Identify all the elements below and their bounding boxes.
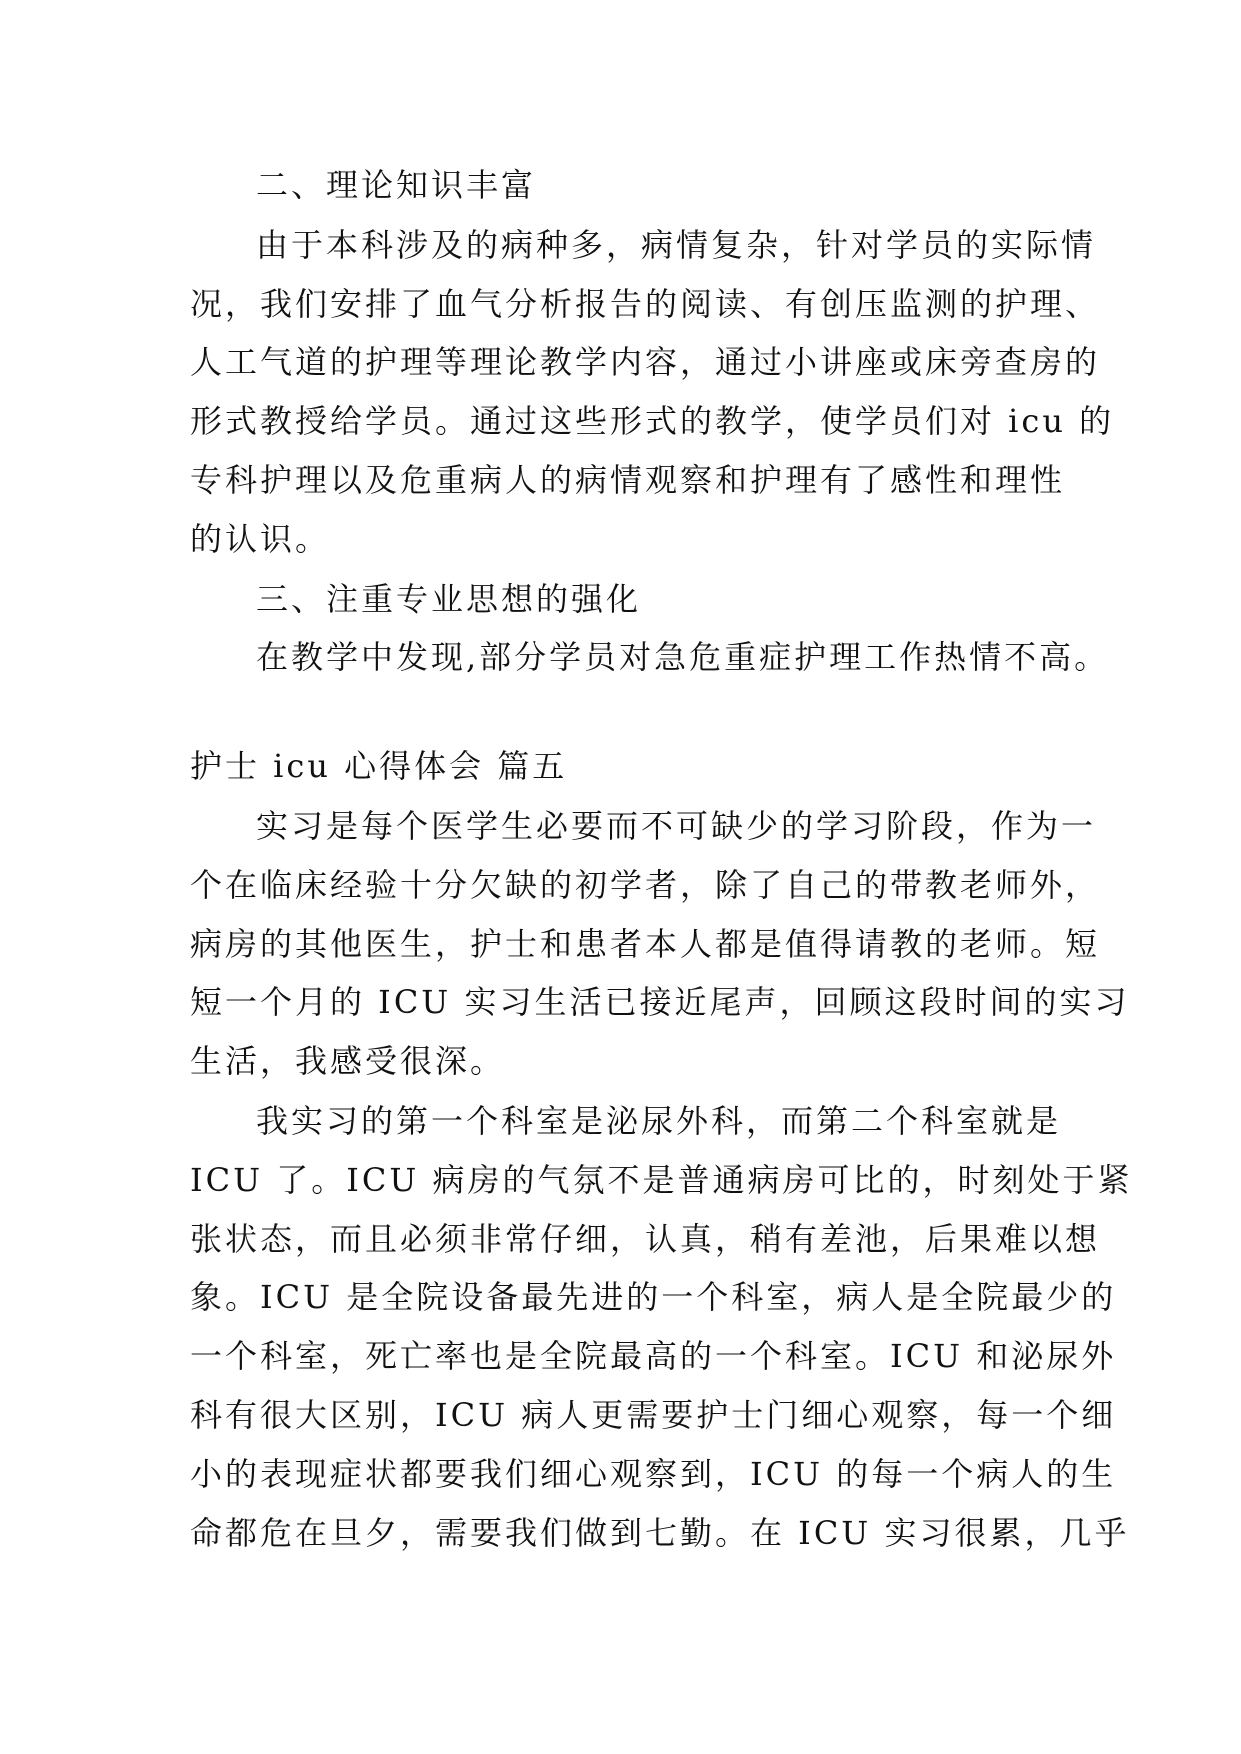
paragraph-line: 张状态，而且必须非常仔细，认真，稍有差池，后果难以想 (190, 1220, 1101, 1258)
paragraph-line: 的认识。 (190, 520, 331, 558)
paragraph-line: 短一个月的 ICU 实习生活已接近尾声，回顾这段时间的实习 (190, 983, 1130, 1021)
paragraph-line: 我实习的第一个科室是泌尿外科，而第二个科室就是 (256, 1102, 1062, 1140)
paragraph-line: 命都危在旦夕，需要我们做到七勤。在 ICU 实习很累，几乎 (190, 1514, 1130, 1552)
paragraph-line: 在教学中发现,部分学员对急危重症护理工作热情不高。 (256, 638, 1110, 676)
paragraph-line: 小的表现症状都要我们细心观察到，ICU 的每一个病人的生 (190, 1455, 1117, 1493)
paragraph-line: 况，我们安排了血气分析报告的阅读、有创压监测的护理、 (190, 285, 1101, 323)
paragraph-line: 由于本科涉及的病种多，病情复杂，针对学员的实际情 (256, 226, 1097, 264)
section-heading-2: 二、理论知识丰富 (256, 166, 537, 204)
paragraph-line: 个在临床经验十分欠缺的初学者，除了自己的带教老师外， (190, 866, 1101, 904)
paragraph-line: 病房的其他医生，护士和患者本人都是值得请教的老师。短 (190, 925, 1101, 963)
paragraph-line: 象。ICU 是全院设备最先进的一个科室，病人是全院最少的 (190, 1278, 1117, 1316)
section-heading-3: 三、注重专业思想的强化 (256, 580, 642, 618)
paragraph-line: 一个科室，死亡率也是全院最高的一个科室。ICU 和泌尿外 (190, 1337, 1117, 1375)
paragraph-line: 人工气道的护理等理论教学内容，通过小讲座或床旁查房的 (190, 343, 1101, 381)
paragraph-line: 实习是每个医学生必要而不可缺少的学习阶段，作为一 (256, 807, 1097, 845)
article-title: 护士 icu 心得体会 篇五 (190, 747, 568, 785)
paragraph-line: ICU 了。ICU 病房的气氛不是普通病房可比的，时刻处于紧 (190, 1161, 1133, 1199)
paragraph-line: 生活，我感受很深。 (190, 1042, 506, 1080)
paragraph-line: 专科护理以及危重病人的病情观察和护理有了感性和理性 (190, 461, 1066, 499)
paragraph-line: 形式教授给学员。通过这些形式的教学，使学员们对 icu 的 (190, 402, 1115, 440)
paragraph-line: 科有很大区别，ICU 病人更需要护士门细心观察，每一个细 (190, 1396, 1117, 1434)
